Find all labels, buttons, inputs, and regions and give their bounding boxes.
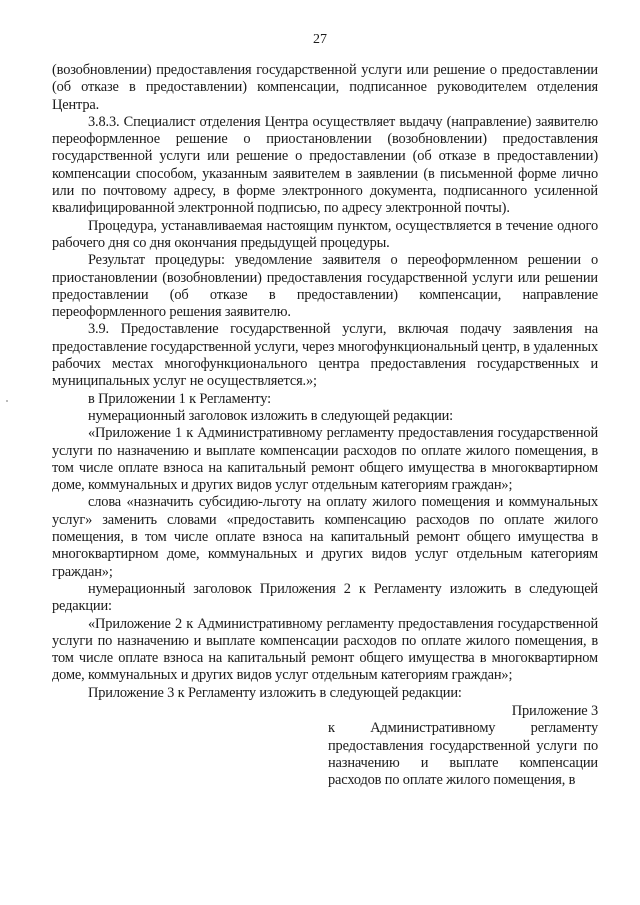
paragraph-procedure-result: Результат процедуры: уведомление заявителя о переоформленном решении о приостановлении (возобновлении) предоставления государственной услуги или решении предоставлении (об отказе в предоставлении) компенсации, направление переоформленного решения заявителю. [52, 252, 598, 321]
paragraph-procedure-term: Процедура, устанавливаемая настоящим пунктом, осуществляется в течение одного рабочего дня со дня окончания предыдущей процедуры. [52, 217, 598, 251]
annex-3-title: Приложение 3 [511, 702, 598, 719]
page-number: 27 [313, 32, 327, 47]
paragraph-3-8-3: 3.8.3. Специалист отделения Центра осуществляет выдачу (направление) заявителю переоформленное решение о приостановлении (возобновлении) предоставления государственной услуги или решение о предоставлении (об отказе в предоставлении) компенсации способом, указанным заявителем в заявлении (в письменной форме лично или по почтовому адресу, в форме электронного документа, подписанного усиленной квалифицированной электронной подписью, по адресу электронной почты). [52, 113, 598, 217]
paragraph-annex-1-heading-instruction: нумерационный заголовок изложить в следующей редакции: [88, 407, 454, 424]
paragraph-3-9: 3.9. Предоставление государственной услуги, включая подачу заявления на предоставление государственной услуги, через многофункциональный центр, в удаленных рабочих местах многофункционального центра предоставления государственных и муниципальных услуг не осуществляется.»; [52, 321, 598, 390]
paragraph-annex-2-heading-instruction: нумерационный заголовок Приложения 2 к Регламенту изложить в следующей редакции: [52, 580, 598, 615]
annex-3-heading-block: к Административному регламенту предоставления государственной услуги по назначению и выплате компенсации расходов по оплате жилого помещения, в [328, 720, 598, 789]
paragraph-annex-2-heading-text: «Приложение 2 к Административному регламенту предоставления государственной услуги по назначению и выплате компенсации расходов по оплате жилого помещения, в том числе оплате взноса на капитальный ремонт общего имущества в многоквартирном доме, коммунальных и других видов услуг отдельным категориям граждан»; [52, 615, 598, 684]
paragraph-continuation: (возобновлении) предоставления государственной услуги или решение о предоставлении (об отказе в предоставлении) компенсации, подписанное руководителем отделения Центра. [52, 62, 598, 113]
paragraph-annex-3-instruction: Приложение 3 к Регламенту изложить в следующей редакции: [88, 684, 462, 701]
paragraph-annex-1-heading-text: «Приложение 1 к Административному регламенту предоставления государственной услуги по назначению и выплате компенсации расходов по оплате жилого помещения, в том числе оплате взноса на капитальный ремонт общего имущества в многоквартирном доме, коммунальных и других видов услуг отдельным категориям граждан»; [52, 425, 598, 494]
paragraph-words-replacement: слова «назначить субсидию-льготу на оплату жилого помещения и коммунальных услуг» заменить словами «предоставить компенсацию расходов по оплате жилого помещения, в том числе оплате взноса на капитальный ремонт общего имущества в многоквартирном доме, коммунальных и других видов услуг отдельным категориям граждан»; [52, 494, 598, 580]
document-body [52, 62, 598, 789]
scan-speck [6, 400, 8, 402]
paragraph-annex-1-intro: в Приложении 1 к Регламенту: [88, 390, 271, 407]
